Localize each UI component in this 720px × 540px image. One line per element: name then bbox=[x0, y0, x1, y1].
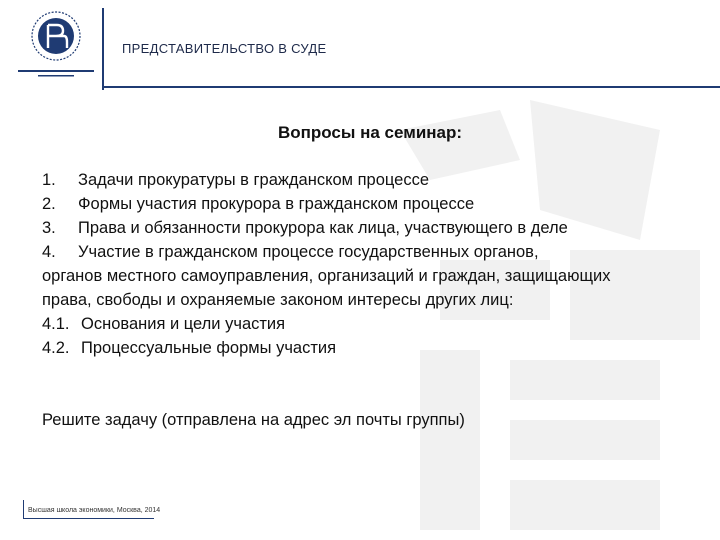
item-continuation: органов местного самоуправления, организаций и граждан, защищающих права, свободы и охраняемые законом интересы других лиц: bbox=[42, 267, 611, 309]
item-number: 1. bbox=[42, 171, 56, 189]
hse-logo bbox=[10, 8, 102, 88]
item-number: 4. bbox=[42, 243, 56, 261]
task-text: Решите задачу (отправлена на адрес эл почты группы) bbox=[42, 411, 465, 429]
header-divider-horizontal bbox=[104, 86, 720, 88]
footer-divider bbox=[24, 518, 154, 519]
item-text: Права и обязанности прокурора как лица, участвующего в деле bbox=[78, 219, 568, 237]
item-text: Задачи прокуратуры в гражданском процессе bbox=[78, 171, 429, 189]
sub-list-item bbox=[42, 312, 682, 336]
item-text: Участие в гражданском процессе государственных органов, bbox=[78, 243, 539, 261]
item-number: 2. bbox=[42, 195, 56, 213]
item-number: 4.2. bbox=[42, 339, 70, 357]
seminar-heading: Вопросы на семинар: bbox=[277, 123, 463, 142]
slide-title: ПРЕДСТАВИТЕЛЬСТВО В СУДЕ bbox=[122, 41, 327, 56]
slide-header bbox=[0, 0, 720, 88]
questions-list bbox=[42, 168, 682, 360]
list-item bbox=[42, 192, 682, 216]
header-divider-vertical bbox=[102, 8, 104, 90]
item-number: 4.1. bbox=[42, 315, 70, 333]
item-number: 3. bbox=[42, 219, 56, 237]
footer-divider-vertical bbox=[23, 500, 24, 519]
footer-text: Высшая школа экономики, Москва, 2014 bbox=[28, 507, 161, 514]
list-item bbox=[42, 240, 682, 264]
item-text: Основания и цели участия bbox=[81, 315, 286, 333]
list-item bbox=[42, 216, 682, 240]
item-text: Формы участия прокурора в гражданском процессе bbox=[78, 195, 475, 213]
list-item bbox=[42, 168, 682, 192]
sub-list-item bbox=[42, 336, 682, 360]
item-text: Процессуальные формы участия bbox=[81, 339, 337, 357]
